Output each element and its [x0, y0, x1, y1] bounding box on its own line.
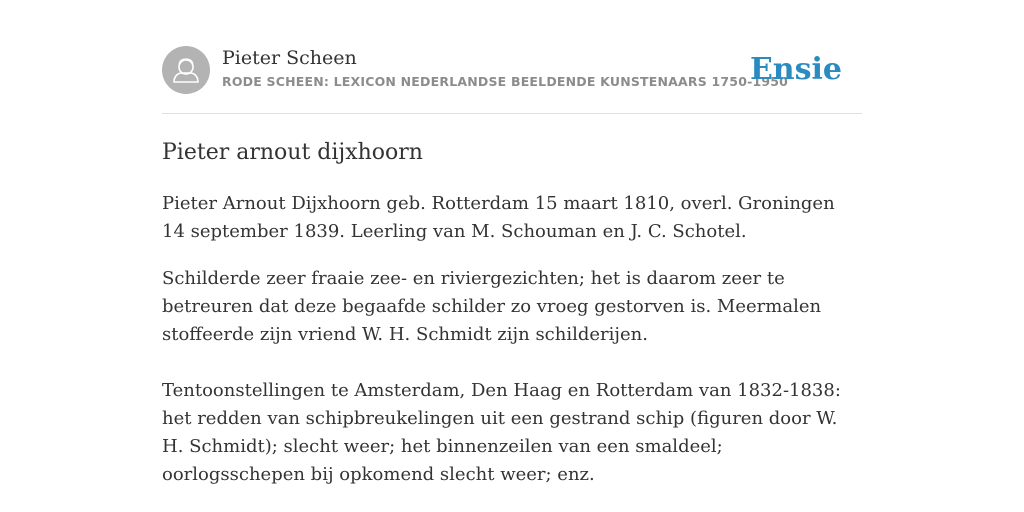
header [162, 46, 862, 96]
avatar[interactable] [162, 46, 210, 94]
author-name[interactable]: Pieter Scheen [222, 47, 357, 69]
article-paragraph: Pieter Arnout Dijxhoorn geb. Rotterdam 15 maart 1810, overl. Groningen 14 september 1839. Leerling van M. Schouman en J. C. Schotel. [162, 193, 835, 242]
ensie-logo[interactable]: Ensie [749, 52, 842, 87]
article-title: Pieter arnout dijxhoorn [162, 140, 423, 165]
user-placeholder-icon [162, 46, 210, 94]
article-paragraph: Tentoonstellingen te Amsterdam, Den Haag en Rotterdam van 1832-1838: het redden van schipbreukelingen uit een gestrand schip (figuren door W. H. Schmidt); slecht weer; het binnenzeilen van een smaldeel; oorlogsschepen bij opkomend slecht weer; enz. [162, 380, 841, 485]
source-title[interactable]: RODE SCHEEN: LEXICON NEDERLANDSE BEELDENDE KUNSTENAARS 1750-1950 [222, 74, 789, 89]
article-paragraph: Schilderde zeer fraaie zee- en riviergezichten; het is daarom zeer te betreuren dat deze begaafde schilder zo vroeg gestorven is. Meermalen stoffeerde zijn vriend W. H. Schmidt zijn schilderijen. [162, 268, 822, 345]
header-divider [162, 113, 862, 114]
